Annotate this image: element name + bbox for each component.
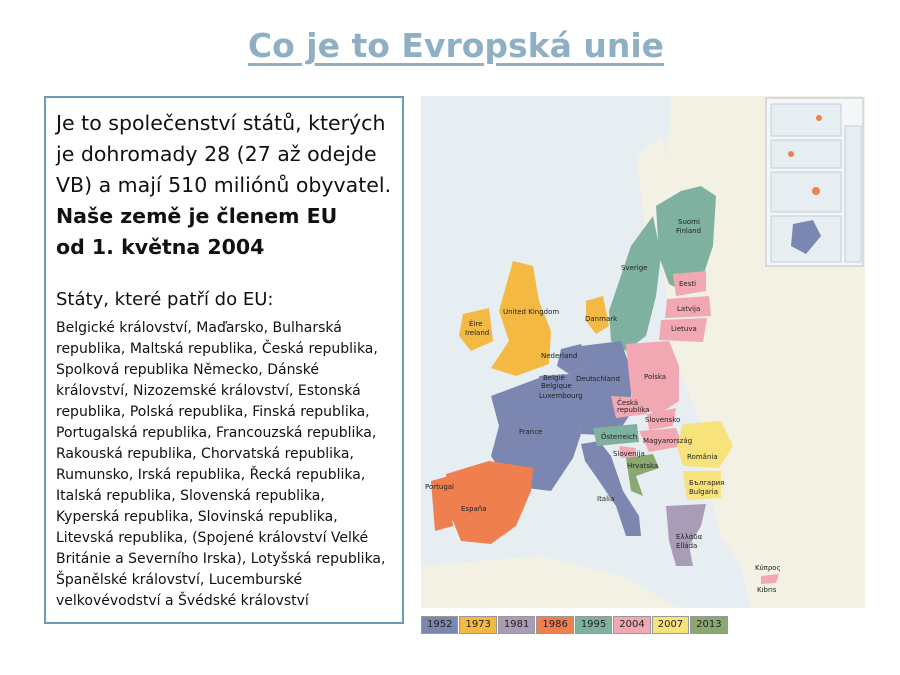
label-cesko-1: Česká (617, 399, 639, 407)
states-list: Belgické království, Maďarsko, Bulharská republika, Maltská republika, Česká republika, Spolková republika Německo, Dánské království, Nizozemské království, Estonská republika, Polská republika, Finská republika, Portugalská republika, Francouzská republika, Rakouská republika, Chorvatská republika, Rumunsko, Irská republika, Řecká republika, Italská republika, Slovenská republika, Kyperská republika, Slovinská republika, Litevská republika, (Spojené království Velké Británie a Severního Irska), Lotyšská republika, Španělské království, Lucemburské velkovévodství a Švédské království (56, 320, 386, 609)
label-eesti: Eesti (679, 280, 697, 288)
legend-item-1995: 1995 (575, 616, 612, 634)
states-heading: Státy, které patří do EU: (56, 289, 274, 310)
label-magyar: Magyarország (643, 437, 693, 445)
text-box (44, 96, 404, 624)
label-kypros-2: Kıbrıs (757, 586, 777, 594)
legend-item-1986: 1986 (536, 616, 573, 634)
label-romania: România (687, 453, 718, 461)
label-belgique: Belgique (541, 382, 572, 390)
membership-line-1: Naše země je členem EU (56, 204, 338, 228)
legend-item-1981: 1981 (498, 616, 535, 634)
label-slovensko: Slovensko (645, 416, 681, 424)
label-bulgaria-2: Bulgaria (689, 488, 719, 496)
label-cesko-2: republika (617, 406, 650, 414)
label-portugal: Portugal (425, 483, 454, 491)
label-suomi: Suomi (678, 218, 700, 226)
label-italia: Italia (597, 495, 615, 503)
label-finland: Finland (676, 227, 702, 235)
label-sverige: Sverige (621, 264, 648, 272)
label-eire: Éire (469, 320, 483, 328)
map-legend (421, 616, 729, 634)
label-ellada-1: Ελλάδα (676, 533, 703, 541)
legend-item-2004: 2004 (613, 616, 650, 634)
inset-panels (766, 98, 863, 266)
label-luxembourg: Luxembourg (539, 392, 583, 400)
label-bulgaria-1: България (689, 479, 725, 487)
label-ireland: Ireland (465, 329, 490, 337)
intro-text: Je to společenství států, kterých je dohromady 28 (27 až odejde VB) a mají 510 miliónů obyvatel. (56, 111, 392, 197)
legend-item-2013: 2013 (690, 616, 727, 634)
membership-line-2: od 1. května 2004 (56, 235, 265, 259)
label-uk: United Kingdom (503, 308, 560, 316)
label-hrvatska: Hrvatska (627, 462, 659, 470)
label-lietuva: Lietuva (671, 325, 697, 333)
legend-item-1973: 1973 (459, 616, 496, 634)
label-france: France (519, 428, 543, 436)
label-osterreich: Österreich (601, 433, 638, 441)
label-nederland: Nederland (541, 352, 578, 360)
label-espana: España (461, 505, 487, 513)
label-latvija: Latvija (677, 305, 701, 313)
legend-item-1952: 1952 (421, 616, 458, 634)
label-ellada-2: Elláda (676, 542, 698, 550)
label-deutschland: Deutschland (576, 375, 620, 383)
label-belgie: België (543, 374, 565, 382)
label-polska: Polska (644, 373, 667, 381)
label-danmark: Danmark (585, 315, 618, 323)
eu-map (421, 96, 865, 608)
slide-title: Co je to Evropská unie (247, 26, 665, 65)
label-kypros-1: Κύπρος (755, 564, 781, 572)
label-slovenija: Slovenija (613, 450, 645, 458)
legend-item-2007: 2007 (652, 616, 689, 634)
